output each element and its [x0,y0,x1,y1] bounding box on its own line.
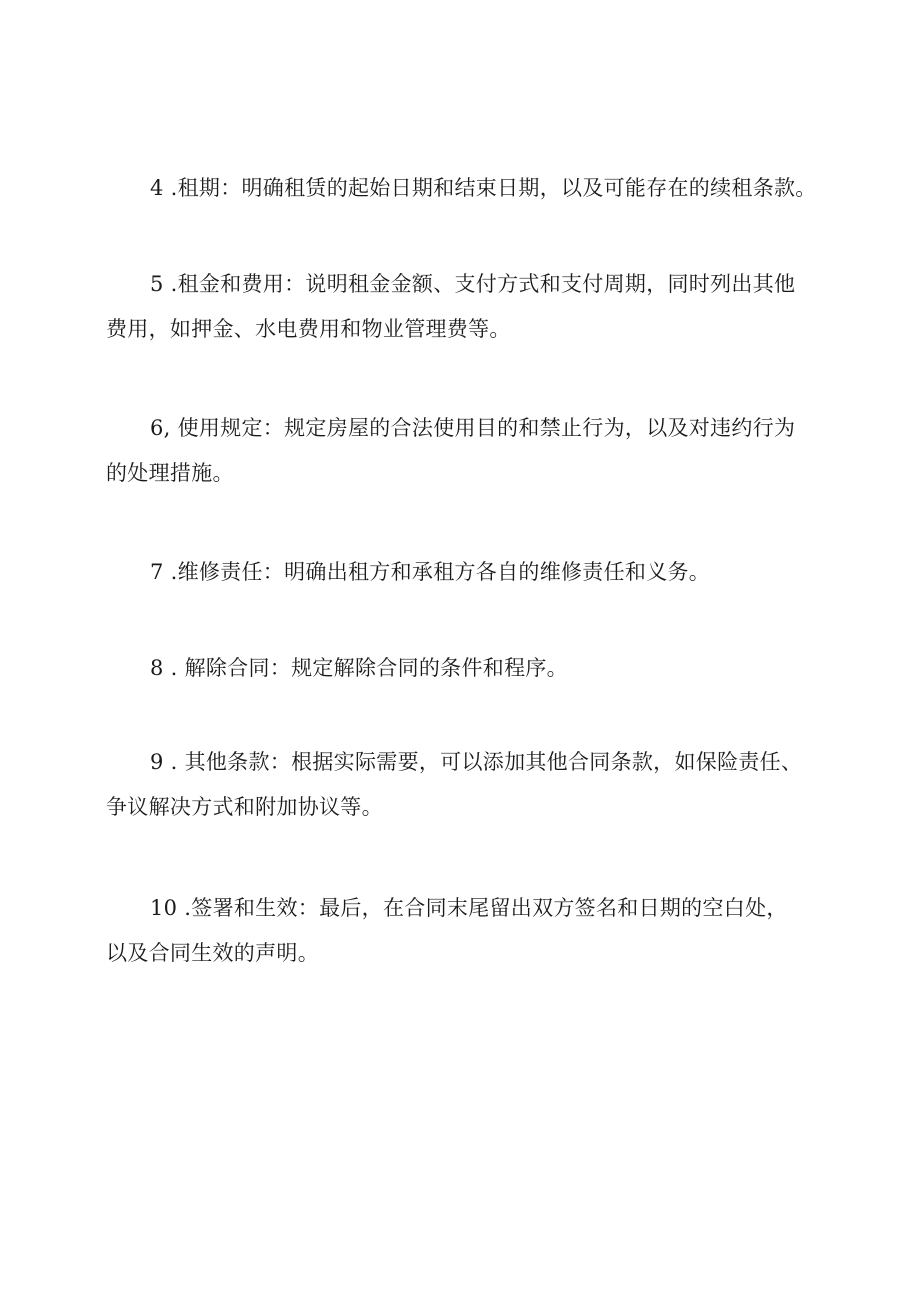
paragraph-line: 争议解决方式和附加协议等。 [106,795,383,819]
paragraph-termination [106,646,818,691]
paragraph-line: 7 .维修责任：明确出租方和承租方各自的维修责任和义务。 [150,560,711,584]
paragraph-maintenance [106,550,818,595]
paragraph-line: 的处理措施。 [106,461,234,485]
paragraph-line: 5 .租金和费用：说明租金金额、支付方式和支付周期，同时列出其他 [150,272,796,296]
paragraph-other-terms [106,740,818,830]
paragraph-usage-rules [106,406,818,496]
paragraph-line: 费用，如押金、水电费用和物业管理费等。 [106,317,511,341]
paragraph-lease-term [106,166,818,211]
paragraph-line: 9 . 其他条款：根据实际需要，可以添加其他合同条款，如保险责任、 [150,750,803,774]
paragraph-signing-and-effect [106,886,818,976]
paragraph-line: 6, 使用规定：规定房屋的合法使用目的和禁止行为，以及对违约行为 [150,416,796,440]
paragraph-line: 8 . 解除合同：规定解除合同的条件和程序。 [150,656,568,680]
paragraph-line: 4 .租期：明确租赁的起始日期和结束日期，以及可能存在的续租条款。 [150,176,817,200]
paragraph-rent-and-fees [106,262,818,352]
paragraph-line: 10 .签署和生效：最后，在合同末尾留出双方签名和日期的空白处， [150,896,788,920]
paragraph-line: 以及合同生效的声明。 [106,941,319,965]
